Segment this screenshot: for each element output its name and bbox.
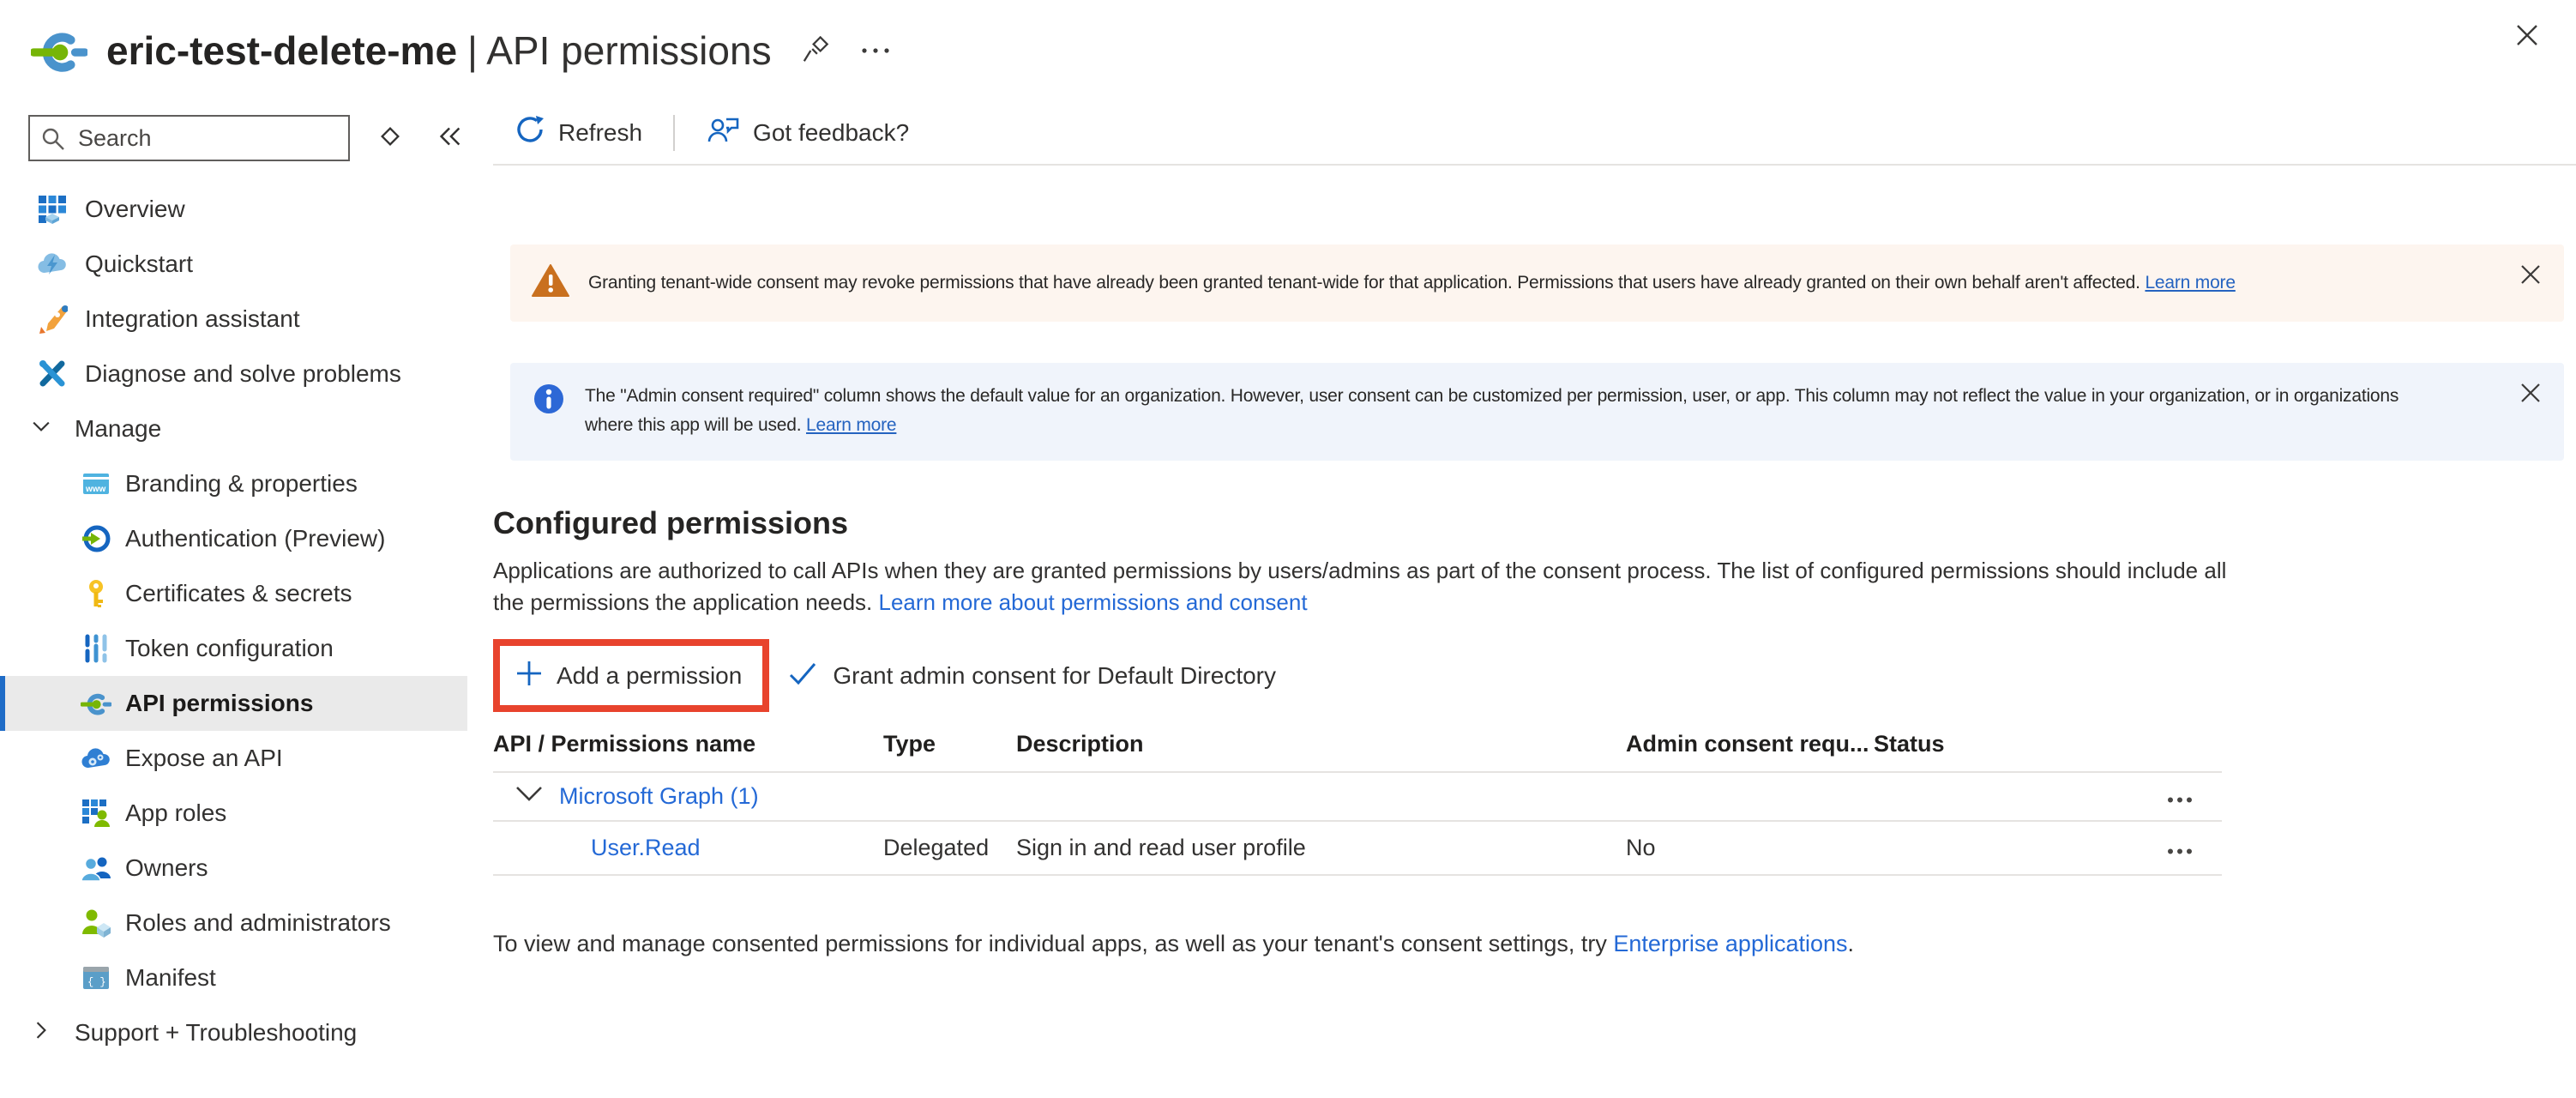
- sidebar-item-app-roles[interactable]: [0, 786, 467, 841]
- table-header-row: [493, 724, 2222, 773]
- sidebar-item-label: Quickstart: [85, 250, 194, 277]
- sidebar-item-diagnose[interactable]: [0, 347, 467, 401]
- search-icon: [40, 126, 66, 156]
- permission-admin-consent-cell: No: [1626, 835, 1656, 860]
- chevron-right-icon: [28, 1017, 54, 1049]
- sidebar-item-integration-assistant[interactable]: [0, 292, 467, 347]
- column-header-description: Description: [1016, 731, 1144, 757]
- sidebar-item-label: Authentication (Preview): [125, 525, 386, 552]
- grant-admin-consent-label: Grant admin consent for Default Directory: [833, 661, 1277, 689]
- feedback-label: Got feedback?: [753, 118, 910, 146]
- sidebar-item-label: Certificates & secrets: [125, 580, 352, 606]
- info-text: The "Admin consent required" column shows the default value for an organization. However, user consent can be customized per permission, user, or app. This column may not reflect the value in your organization, or in organizations where this app will be used.: [585, 386, 2399, 435]
- quickstart-icon: [37, 249, 68, 280]
- chevron-down-icon[interactable]: [515, 783, 544, 810]
- app-registration-icon: [31, 22, 87, 79]
- sidebar-nav: [0, 182, 467, 1060]
- search-box: [28, 115, 350, 161]
- app-roles-icon: [81, 798, 111, 829]
- sidebar-item-certificates[interactable]: [0, 566, 467, 621]
- page-header: [0, 0, 2576, 101]
- svg-text:www: www: [86, 485, 106, 494]
- sidebar-item-label: Diagnose and solve problems: [85, 360, 401, 387]
- sidebar-group-label: Manage: [75, 415, 162, 442]
- sidebar-item-label: Integration assistant: [85, 305, 300, 332]
- refresh-button[interactable]: [515, 114, 642, 151]
- expose-api-icon: [81, 743, 111, 774]
- overview-icon: [37, 194, 68, 225]
- permission-actions-row: [493, 639, 2576, 712]
- sidebar-item-roles-administrators[interactable]: [0, 896, 467, 950]
- token-configuration-icon: [81, 633, 111, 664]
- sidebar-search-row: [28, 115, 467, 161]
- sidebar-item-token-configuration[interactable]: [0, 621, 467, 676]
- group-name-cell: [493, 783, 883, 810]
- configured-permissions-title: Configured permissions: [493, 505, 849, 540]
- owners-icon: [81, 853, 111, 884]
- add-permission-label: Add a permission: [557, 661, 743, 689]
- sidebar-item-label: Expose an API: [125, 745, 283, 771]
- chevron-down-icon: [28, 413, 54, 445]
- main-content: [493, 101, 2576, 1098]
- sidebar: [0, 101, 467, 1098]
- sidebar-item-label: Owners: [125, 854, 208, 881]
- manifest-icon: [81, 962, 111, 993]
- configured-permissions-description: [493, 555, 2260, 618]
- sidebar-item-label: API permissions: [125, 690, 314, 716]
- sidebar-group-label: Support + Troubleshooting: [75, 1019, 358, 1046]
- sidebar-item-manifest[interactable]: [0, 950, 467, 1005]
- permission-description-cell: Sign in and read user profile: [1016, 835, 1306, 860]
- table-group-row-microsoft-graph: [493, 773, 2222, 822]
- command-bar: [493, 101, 2576, 166]
- branding-icon: [81, 468, 111, 499]
- sidebar-item-overview[interactable]: [0, 182, 467, 237]
- sidebar-group-support[interactable]: [0, 1005, 467, 1060]
- warning-text: Granting tenant-wide consent may revoke permissions that have already been granted tenant-wide for that application. Permissions that users have already granted on their own behalf aren't affected.: [588, 273, 2146, 293]
- user-read-link[interactable]: User.Read: [591, 835, 701, 860]
- plus-icon: [515, 660, 543, 691]
- integration-assistant-icon: [37, 304, 68, 335]
- warning-banner: [510, 244, 2564, 322]
- diagnose-icon: [37, 359, 68, 389]
- table-footer: [493, 931, 2576, 957]
- diamond-icon[interactable]: [376, 122, 405, 155]
- sidebar-item-authentication[interactable]: [0, 511, 467, 566]
- sidebar-item-quickstart[interactable]: [0, 237, 467, 292]
- sidebar-item-label: Token configuration: [125, 635, 334, 661]
- info-banner-text: [585, 382, 2429, 440]
- add-permission-button[interactable]: [493, 639, 769, 712]
- certificates-icon: [81, 578, 111, 609]
- page-title: [106, 27, 772, 74]
- refresh-label: Refresh: [558, 118, 643, 146]
- warning-close-icon[interactable]: [2519, 263, 2542, 291]
- permissions-table: [493, 724, 2222, 876]
- page-title-rest: | API permissions: [467, 28, 772, 73]
- more-commands-ellipsis-icon[interactable]: [859, 46, 894, 55]
- sidebar-item-expose-api[interactable]: [0, 731, 467, 786]
- api-permissions-icon: [81, 688, 111, 719]
- column-header-admin-consent: Admin consent requ...: [1626, 731, 1869, 757]
- warning-banner-text: [588, 273, 2236, 293]
- collapse-double-chevron-icon[interactable]: [436, 122, 465, 155]
- row-menu-button[interactable]: [2162, 830, 2198, 866]
- sidebar-item-owners[interactable]: [0, 841, 467, 896]
- sidebar-item-label: Branding & properties: [125, 470, 358, 497]
- close-blade-icon[interactable]: [2514, 22, 2540, 48]
- permission-name-cell: [493, 835, 883, 861]
- authentication-icon: [81, 523, 111, 554]
- sidebar-item-label: App roles: [125, 799, 227, 826]
- app-name: eric-test-delete-me: [106, 28, 458, 73]
- sidebar-item-label: Roles and administrators: [125, 909, 391, 936]
- enterprise-applications-link[interactable]: Enterprise applications: [1613, 931, 1848, 956]
- footer-suffix: .: [1847, 931, 1855, 956]
- warning-triangle-icon: [532, 263, 569, 303]
- pin-icon[interactable]: [801, 36, 830, 65]
- footer-text: To view and manage consented permissions for individual apps, as well as your tenant's consent settings, try: [493, 931, 1614, 956]
- warning-learn-more-link[interactable]: Learn more: [2145, 273, 2236, 293]
- column-header-type: Type: [883, 731, 936, 757]
- description-text: Applications are authorized to call APIs when they are granted permissions by users/admins as part of the consent process. The list of configured permissions should include all the permissions the application needs.: [493, 558, 2227, 615]
- refresh-icon: [515, 114, 545, 151]
- roles-administrators-icon: [81, 908, 111, 938]
- sidebar-group-manage[interactable]: [0, 401, 467, 456]
- sidebar-item-label: Overview: [85, 196, 185, 222]
- toolbar-divider: [673, 115, 675, 151]
- info-learn-more-link[interactable]: Learn more: [806, 415, 897, 435]
- sidebar-item-label: Manifest: [125, 964, 216, 991]
- search-input[interactable]: [28, 115, 350, 161]
- row-menu-button[interactable]: [2162, 778, 2198, 815]
- column-header-status: Status: [1874, 731, 1945, 757]
- feedback-icon: [706, 114, 740, 151]
- info-banner: [510, 363, 2564, 461]
- info-circle-icon: [532, 382, 566, 425]
- microsoft-graph-link[interactable]: Microsoft Graph (1): [559, 783, 759, 809]
- permissions-consent-link[interactable]: Learn more about permissions and consent: [878, 589, 1308, 615]
- feedback-button[interactable]: [706, 114, 909, 151]
- column-header-api-name: API / Permissions name: [493, 731, 756, 757]
- table-row-user-read: [493, 822, 2222, 876]
- grant-admin-consent-button[interactable]: [788, 661, 1276, 691]
- svg-text:{ }: { }: [87, 976, 106, 988]
- sidebar-item-branding[interactable]: [0, 456, 467, 511]
- sidebar-item-api-permissions[interactable]: [0, 676, 467, 731]
- info-close-icon[interactable]: [2519, 382, 2542, 413]
- check-icon: [788, 661, 817, 691]
- permission-type-cell: Delegated: [883, 835, 990, 860]
